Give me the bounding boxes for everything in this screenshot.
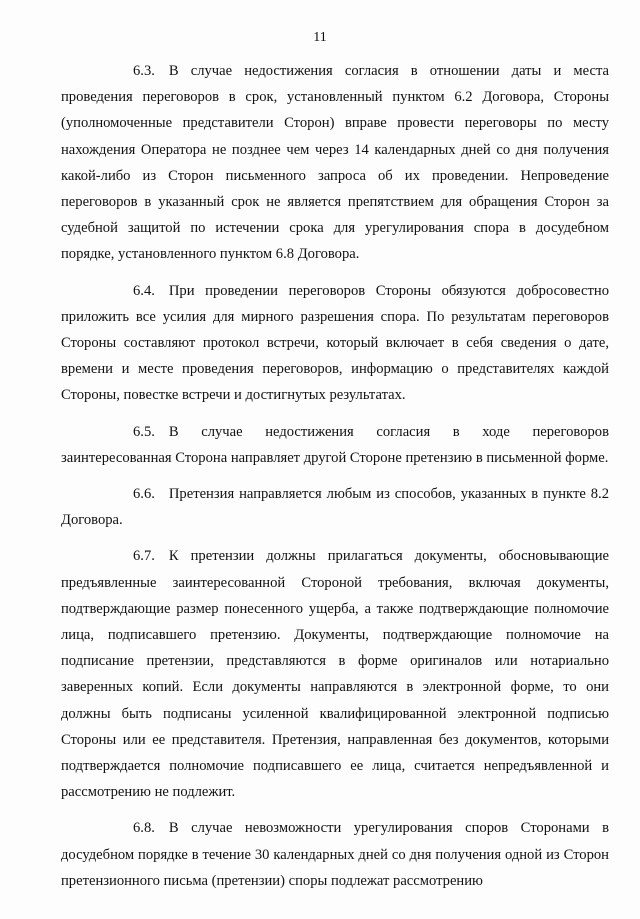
clause-text: К претензии должны прилагаться документы, обосновывающие предъявленные заинтересованной Стороной требования, включая документы, подтверждающие размер понесенного ущерба, а также подтверждающие полномочие лица, подписавшего претензию. Документы, подтверждающие полномочие на подписание претензии, представляются в форме оригиналов или нотариально заверенных копий. Если документы направляются в электронной форме, то они должны быть подписаны усиленной квалифицированной электронной подписью Стороны или ее представителя. Претензия, направленная без документов, которыми подтверждается полномочие подписавшего ее лица, считается непредъявленной и рассмотрению не подлежит. xyxy=(61,548,609,801)
clause-text: В случае недостижения согласия в ходе переговоров заинтересованная Сторона направляет другой Стороне претензию в письменной форме. xyxy=(61,423,609,466)
clause-6-7 xyxy=(61,543,609,805)
clause-6-5 xyxy=(61,419,609,471)
clause-text: В случае недостижения согласия в отношении даты и места проведения переговоров в срок, установленный пунктом 6.2 Договора, Стороны (уполномоченные представители Сторон) вправе провести переговоры по месту нахождения Оператора не позднее чем через 14 календарных дней со дня получения какой-либо из Сторон письменного запроса об их проведении. Непроведение переговоров в указанный срок не является препятствием для обращения Сторон за судебной защитой по истечении срока для урегулирования спора в досудебном порядке, установленного пунктом 6.8 Договора. xyxy=(61,63,609,263)
clause-number: 6.7. xyxy=(133,548,155,565)
clause-6-8 xyxy=(61,815,609,894)
clause-6-3 xyxy=(61,58,609,268)
clause-text: Претензия направляется любым из способов, указанных в пункте 8.2 Договора. xyxy=(61,486,609,529)
clause-text: При проведении переговоров Стороны обязуются добросовестно приложить все усилия для мирного разрешения спора. По результатам переговоров Стороны составляют протокол встречи, который включает в себя сведения о дате, времени и месте проведения переговоров, информацию о представителях каждой Стороны, повестке встречи и достигнутых результатах. xyxy=(61,282,609,404)
clause-number: 6.8. xyxy=(133,820,155,837)
clause-number: 6.5. xyxy=(133,423,155,440)
clause-number: 6.6. xyxy=(133,486,155,503)
clause-6-4 xyxy=(61,278,609,409)
page-number: 11 xyxy=(313,30,327,45)
clause-6-6 xyxy=(61,481,609,533)
document-body xyxy=(61,58,609,904)
clause-text: В случае невозможности урегулирования споров Сторонами в досудебном порядке в течение 30 календарных дней со дня получения одной из Сторон претензионного письма (претензии) споры подлежат рассмотрению xyxy=(61,820,609,889)
clause-number: 6.3. xyxy=(133,63,155,79)
clause-number: 6.4. xyxy=(133,282,155,299)
